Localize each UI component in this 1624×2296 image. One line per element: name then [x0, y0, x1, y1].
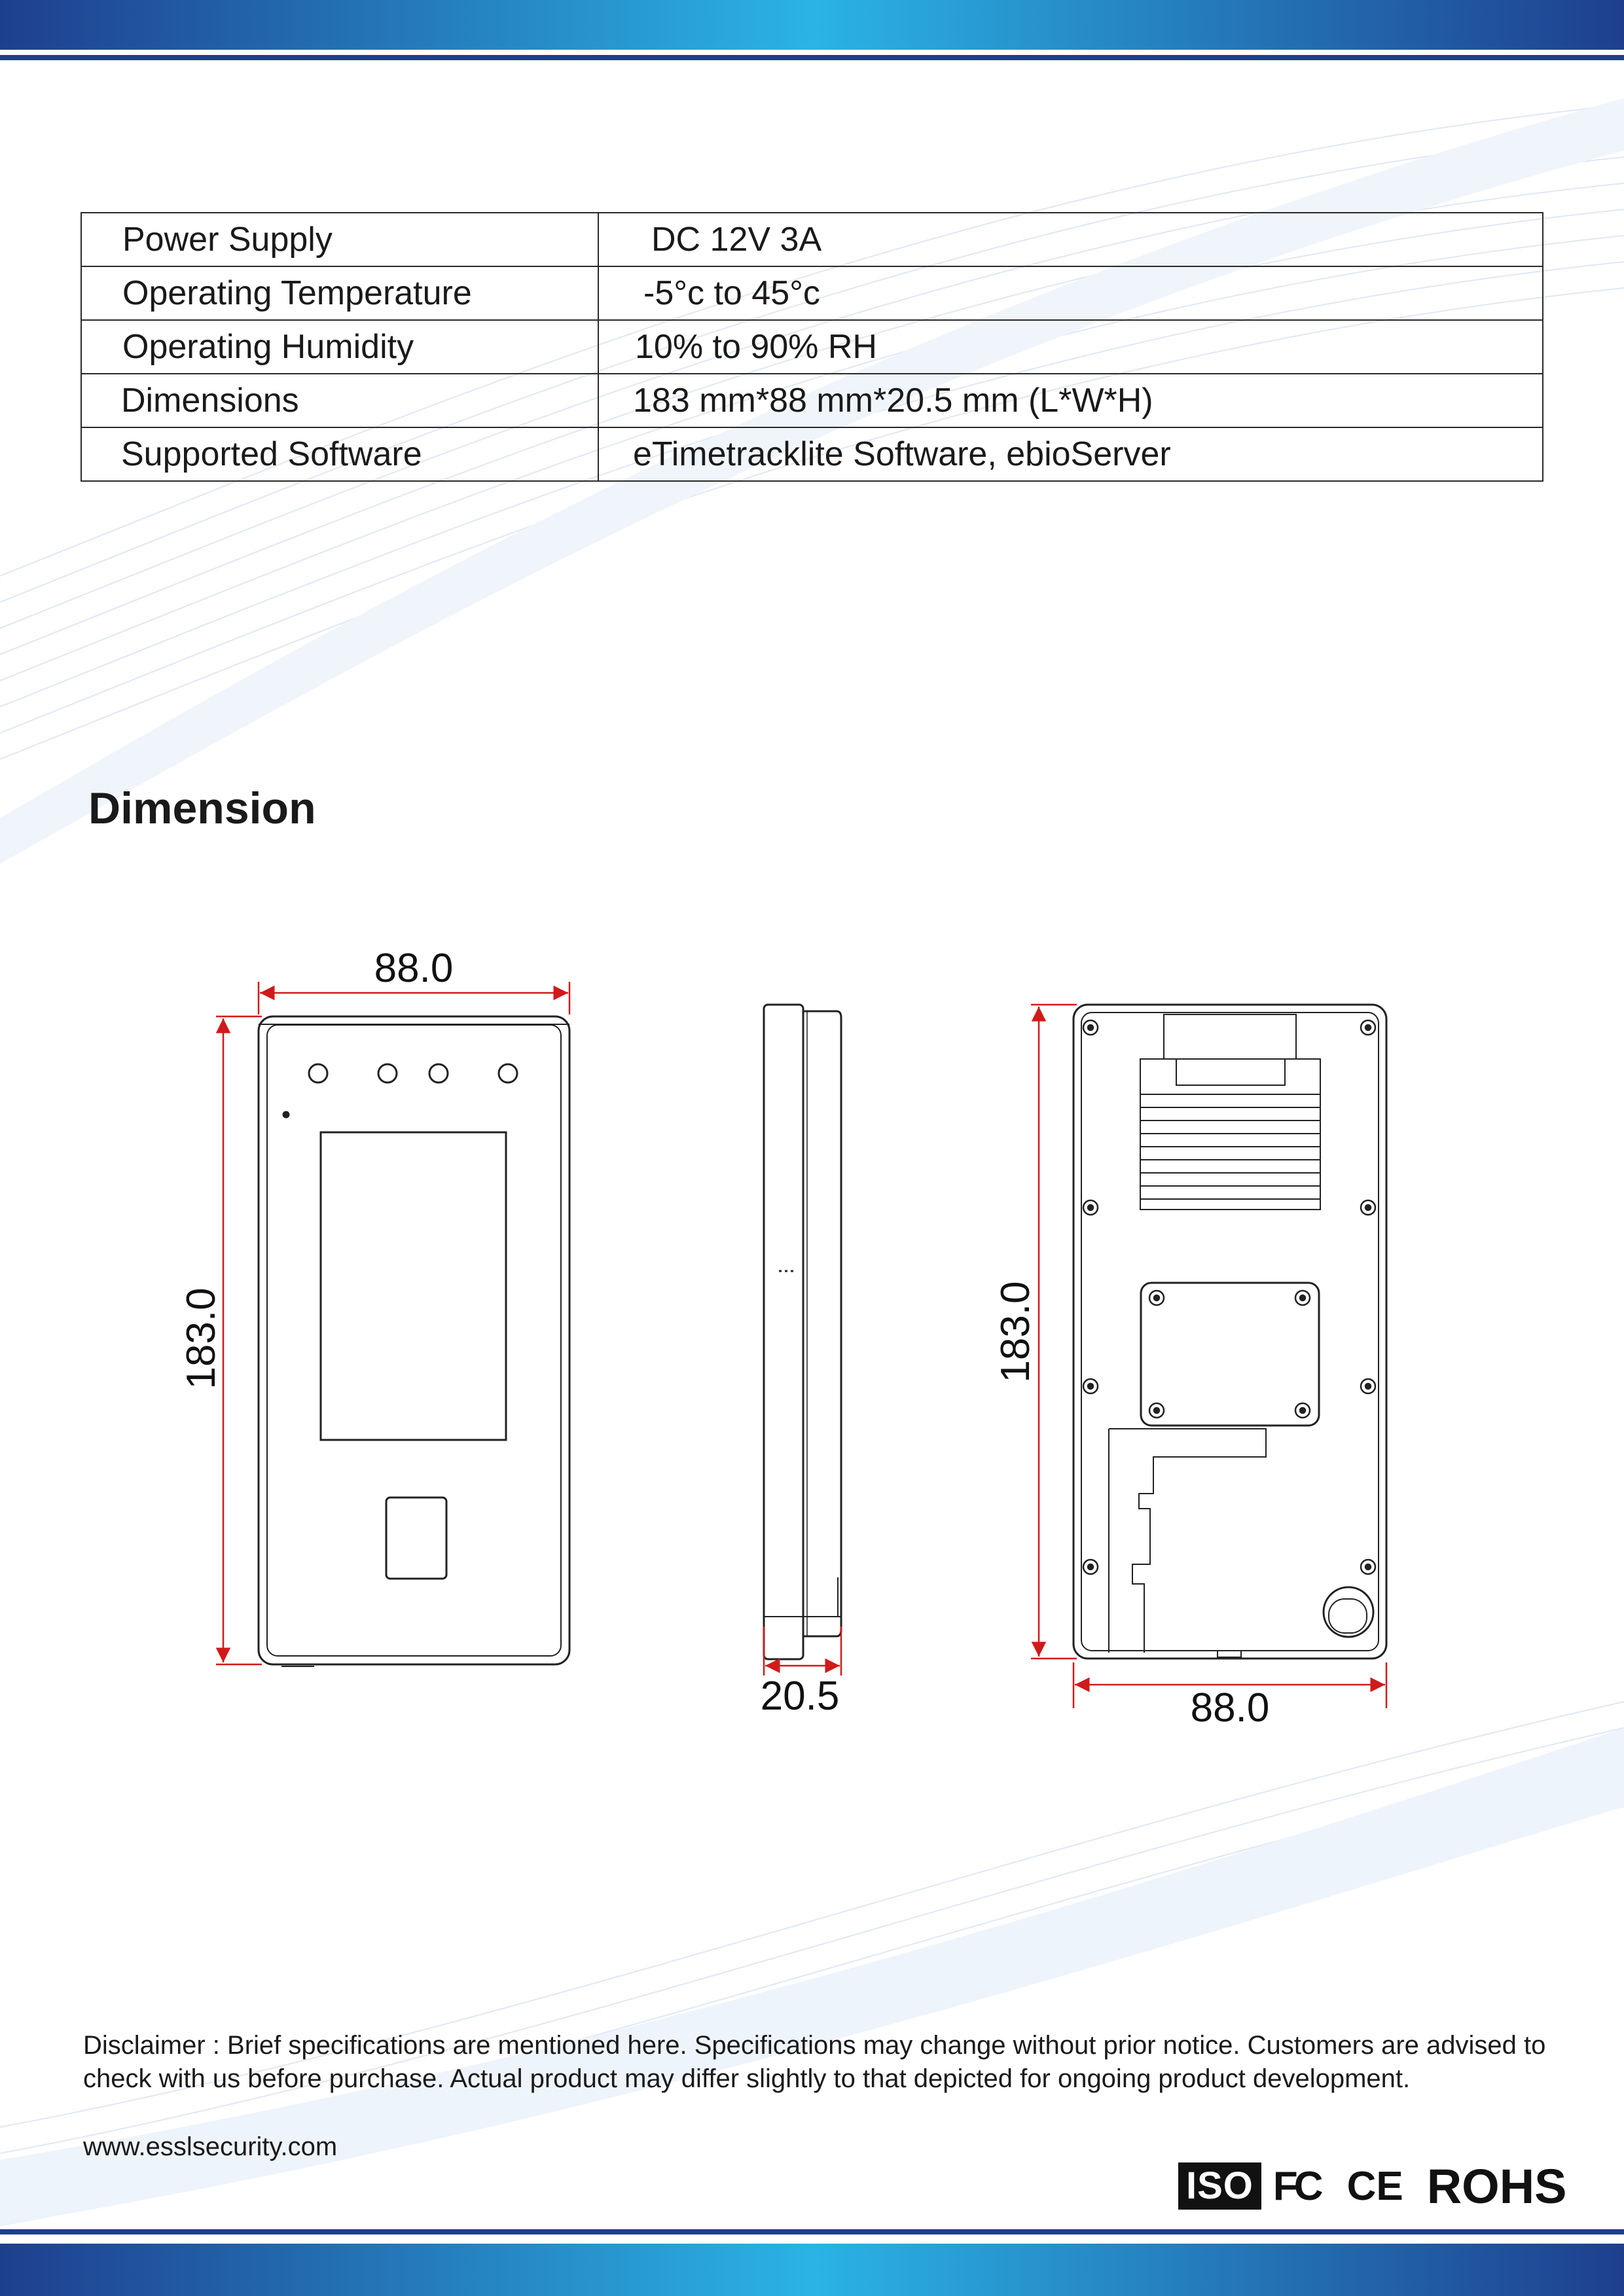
table-row	[81, 374, 1543, 427]
iso-logo: ISO	[1178, 2162, 1261, 2210]
fcc-logo: FC	[1272, 2163, 1320, 2209]
front-view-drawing	[259, 1016, 569, 1666]
spec-label: Operating Temperature	[81, 266, 598, 320]
dimension-drawings	[0, 916, 1624, 1767]
spec-value: 10% to 90% RH	[598, 320, 1543, 374]
specifications-table	[81, 212, 1543, 482]
website-link[interactable]: www.esslsecurity.com	[83, 2132, 338, 2161]
spec-label: Operating Humidity	[81, 320, 598, 374]
table-row	[81, 427, 1543, 481]
table-row	[81, 213, 1543, 266]
table-row	[81, 266, 1543, 320]
front-height-label: 183.0	[179, 1287, 224, 1390]
spec-label: Dimensions	[81, 374, 598, 427]
header-band	[0, 0, 1624, 63]
back-view-drawing	[1074, 1005, 1386, 1659]
rohs-logo: ROHS	[1426, 2159, 1567, 2214]
back-width-label: 88.0	[1190, 1685, 1270, 1731]
spec-label: Supported Software	[81, 427, 598, 481]
footer-band	[0, 2227, 1624, 2296]
spec-value: DC 12V 3A	[598, 213, 1543, 266]
spec-value: 183 mm*88 mm*20.5 mm (L*W*H)	[598, 374, 1543, 427]
spec-label: Power Supply	[81, 213, 598, 266]
section-title: Dimension	[88, 783, 316, 833]
disclaimer-text: Disclaimer : Brief specifications are mentioned here. Specifications may change without prior notice. Customers are advised to check with us before purchase. Actual product may differ slightly to that depicted for ongoing product development.	[83, 2031, 1546, 2093]
front-width-label: 88.0	[374, 946, 454, 991]
side-depth-label: 20.5	[760, 1674, 840, 1719]
certification-logos	[1178, 2160, 1567, 2212]
back-height-label: 183.0	[993, 1281, 1038, 1383]
spec-value: eTimetracklite Software, ebioServer	[598, 427, 1543, 481]
side-view-drawing	[764, 1005, 841, 1659]
ce-logo: CE	[1346, 2163, 1403, 2209]
spec-value: -5°c to 45°c	[598, 266, 1543, 320]
table-row	[81, 320, 1543, 374]
back-screw-holes	[1083, 1020, 1375, 1574]
